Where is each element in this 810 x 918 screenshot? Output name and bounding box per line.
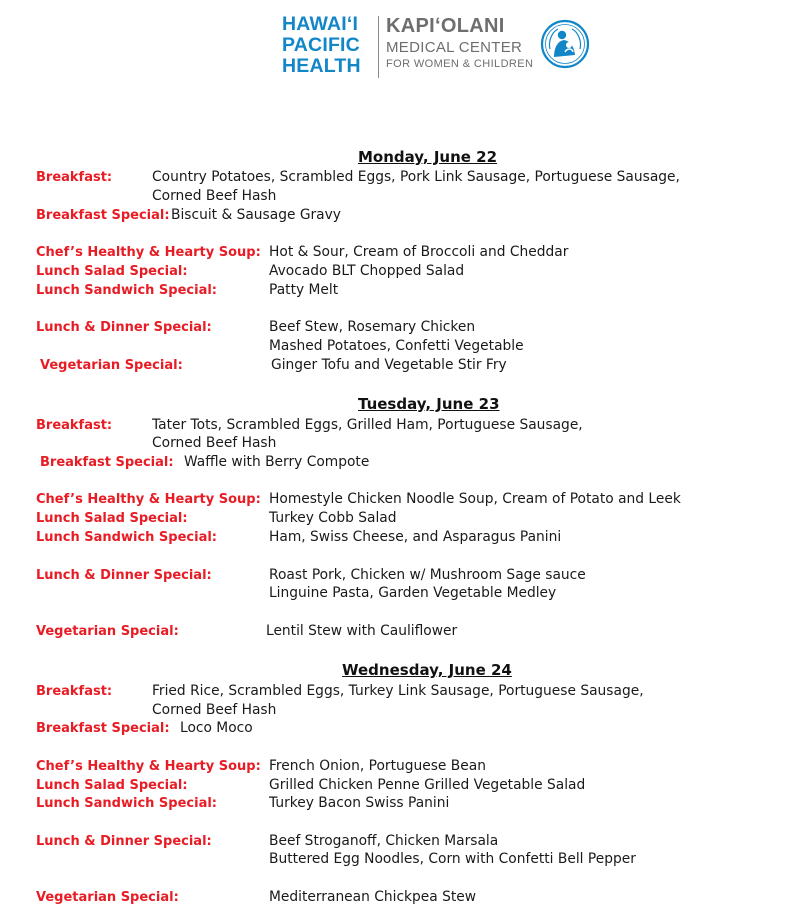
breakfast-items: Fried Rice, Scrambled Eggs, Turkey Link Sausage, Portuguese Sausage,	[152, 683, 644, 699]
breakfast-label: Breakfast:	[36, 684, 113, 699]
mother-child-seal-icon	[540, 19, 590, 69]
salad-label: Lunch Salad Special:	[36, 511, 188, 526]
breakfast-special: Biscuit & Sausage Gravy	[171, 207, 341, 223]
breakfast-items: Tater Tots, Scrambled Eggs, Grilled Ham, Portuguese Sausage,	[152, 417, 583, 433]
vegetarian-label: Vegetarian Special:	[36, 624, 179, 639]
soup-items: Hot & Sour, Cream of Broccoli and Cheddar	[269, 244, 569, 260]
day-heading: Wednesday, June 24	[342, 661, 512, 679]
breakfast-special-label: Breakfast Special:	[36, 208, 170, 223]
dinner-items: Roast Pork, Chicken w/ Mushroom Sage sauce	[269, 567, 586, 583]
salad-item: Turkey Cobb Salad	[269, 510, 397, 526]
vegetarian-item: Lentil Stew with Cauliflower	[266, 623, 458, 639]
sandwich-label: Lunch Sandwich Special:	[36, 283, 218, 298]
soup-label: Chef’s Healthy & Hearty Soup:	[36, 759, 261, 774]
logo-divider	[378, 16, 379, 78]
dinner-label: Lunch & Dinner Special:	[36, 568, 212, 583]
vegetarian-item: Ginger Tofu and Vegetable Stir Fry	[271, 357, 507, 373]
sandwich-item: Ham, Swiss Cheese, and Asparagus Panini	[269, 529, 562, 545]
breakfast-items-cont: Corned Beef Hash	[152, 702, 277, 718]
sandwich-label: Lunch Sandwich Special:	[36, 530, 218, 545]
dinner-items: Beef Stew, Rosemary Chicken	[269, 319, 476, 335]
breakfast-special: Waffle with Berry Compote	[184, 454, 370, 470]
kapiolani-logo: KAPIʻOLANI MEDICAL CENTER FOR WOMEN & CHILDREN	[386, 15, 534, 70]
soup-label: Chef’s Healthy & Hearty Soup:	[36, 245, 261, 260]
breakfast-items-cont: Corned Beef Hash	[152, 188, 277, 204]
page-header	[0, 0, 810, 90]
dinner-label: Lunch & Dinner Special:	[36, 834, 212, 849]
breakfast-label: Breakfast:	[36, 418, 113, 433]
soup-items: Homestyle Chicken Noodle Soup, Cream of Potato and Leek	[269, 491, 681, 507]
salad-label: Lunch Salad Special:	[36, 264, 188, 279]
day-heading: Monday, June 22	[358, 148, 498, 166]
vegetarian-item: Mediterranean Chickpea Stew	[269, 889, 477, 905]
sandwich-item: Turkey Bacon Swiss Panini	[269, 795, 450, 811]
breakfast-items-cont: Corned Beef Hash	[152, 435, 277, 451]
salad-item: Avocado BLT Chopped Salad	[269, 263, 465, 279]
breakfast-special-label: Breakfast Special:	[40, 455, 174, 470]
soup-items: French Onion, Portuguese Bean	[269, 758, 486, 774]
dinner-items-cont: Linguine Pasta, Garden Vegetable Medley	[269, 585, 557, 601]
dinner-items: Beef Stroganoff, Chicken Marsala	[269, 833, 499, 849]
salad-label: Lunch Salad Special:	[36, 778, 188, 793]
vegetarian-label: Vegetarian Special:	[40, 358, 183, 373]
day-heading: Tuesday, June 23	[358, 395, 500, 413]
breakfast-items: Country Potatoes, Scrambled Eggs, Pork Link Sausage, Portuguese Sausage,	[152, 169, 680, 185]
hawaii-pacific-health-logo: HAWAIʻI PACIFIC HEALTH	[282, 13, 361, 77]
sandwich-label: Lunch Sandwich Special:	[36, 796, 218, 811]
sandwich-item: Patty Melt	[269, 282, 339, 298]
breakfast-special: Loco Moco	[180, 720, 253, 736]
dinner-label: Lunch & Dinner Special:	[36, 320, 212, 335]
salad-item: Grilled Chicken Penne Grilled Vegetable Salad	[269, 777, 586, 793]
soup-label: Chef’s Healthy & Hearty Soup:	[36, 492, 261, 507]
dinner-items-cont: Mashed Potatoes, Confetti Vegetable	[269, 338, 524, 354]
breakfast-special-label: Breakfast Special:	[36, 721, 170, 736]
vegetarian-label: Vegetarian Special:	[36, 890, 179, 905]
breakfast-label: Breakfast:	[36, 170, 113, 185]
dinner-items-cont: Buttered Egg Noodles, Corn with Confetti Bell Pepper	[269, 851, 636, 867]
